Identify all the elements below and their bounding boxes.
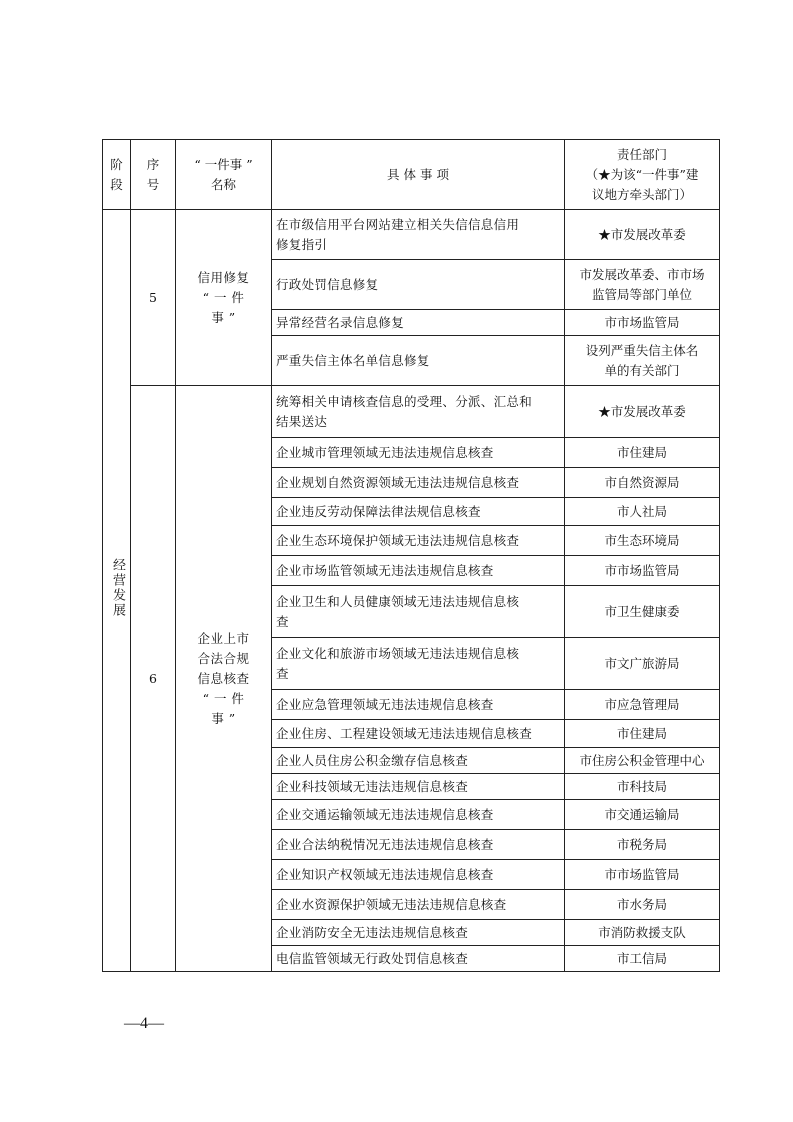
table-row bbox=[103, 210, 720, 260]
header-stage: 阶 段 bbox=[103, 140, 131, 210]
item-cell: 企业住房、工程建设领域无违法违规信息核查 bbox=[272, 720, 565, 748]
item-cell: 严重失信主体名单信息修复 bbox=[272, 336, 565, 386]
item-cell: 企业卫生和人员健康领域无违法违规信息核 查 bbox=[272, 586, 565, 638]
dept-cell: ★市发展改革委 bbox=[565, 210, 720, 260]
page-number: —4— bbox=[124, 1015, 164, 1032]
dept-cell: 市人社局 bbox=[565, 498, 720, 526]
dept-cell: 市税务局 bbox=[565, 830, 720, 860]
dept-cell: 市住建局 bbox=[565, 720, 720, 748]
header-name: “ 一件事 ” 名称 bbox=[176, 140, 272, 210]
item-cell: 异常经营名录信息修复 bbox=[272, 310, 565, 336]
dept-cell: 设列严重失信主体名 单的有关部门 bbox=[565, 336, 720, 386]
header-item: 具 体 事 项 bbox=[272, 140, 565, 210]
dept-cell: 市科技局 bbox=[565, 774, 720, 800]
dept-cell: 市市场监管局 bbox=[565, 556, 720, 586]
stage-cell bbox=[103, 210, 131, 972]
item-cell: 企业人员住房公积金缴存信息核查 bbox=[272, 748, 565, 774]
item-cell: 企业知识产权领域无违法违规信息核查 bbox=[272, 860, 565, 890]
dept-cell: 市交通运输局 bbox=[565, 800, 720, 830]
item-cell: 企业生态环境保护领域无违法违规信息核查 bbox=[272, 526, 565, 556]
dept-cell: 市发展改革委、市市场 监管局等部门单位 bbox=[565, 260, 720, 310]
matter-name-cell: 企业上市 合法合规 信息核查 “ 一 件 事 ” bbox=[176, 386, 272, 972]
item-cell: 电信监管领域无行政处罚信息核查 bbox=[272, 946, 565, 972]
stage-label: 经营发展 bbox=[110, 557, 125, 618]
dept-cell: 市住房公积金管理中心 bbox=[565, 748, 720, 774]
header-seq: 序 号 bbox=[131, 140, 176, 210]
dept-cell: 市自然资源局 bbox=[565, 468, 720, 498]
dept-cell: 市水务局 bbox=[565, 890, 720, 920]
header-dept: 责任部门 （★为该“一件事”建 议地方牵头部门） bbox=[565, 140, 720, 210]
dept-cell: 市市场监管局 bbox=[565, 310, 720, 336]
table-row bbox=[103, 386, 720, 438]
item-cell: 企业违反劳动保障法律法规信息核查 bbox=[272, 498, 565, 526]
seq-cell: 6 bbox=[131, 386, 176, 972]
item-cell: 企业水资源保护领域无违法违规信息核查 bbox=[272, 890, 565, 920]
dept-cell: 市生态环境局 bbox=[565, 526, 720, 556]
table-header-row bbox=[103, 140, 720, 210]
item-cell: 企业市场监管领域无违法违规信息核查 bbox=[272, 556, 565, 586]
item-cell: 企业应急管理领域无违法违规信息核查 bbox=[272, 690, 565, 720]
matter-name-cell: 信用修复 “ 一 件 事 ” bbox=[176, 210, 272, 386]
dept-cell: 市消防救援支队 bbox=[565, 920, 720, 946]
item-cell: 企业城市管理领域无违法违规信息核查 bbox=[272, 438, 565, 468]
item-cell: 企业文化和旅游市场领域无违法违规信息核 查 bbox=[272, 638, 565, 690]
item-cell: 统筹相关申请核查信息的受理、分派、汇总和 结果送达 bbox=[272, 386, 565, 438]
dept-cell: 市工信局 bbox=[565, 946, 720, 972]
dept-cell: 市文广旅游局 bbox=[565, 638, 720, 690]
item-cell: 企业合法纳税情况无违法违规信息核查 bbox=[272, 830, 565, 860]
dept-cell: 市市场监管局 bbox=[565, 860, 720, 890]
item-cell: 企业规划自然资源领域无违法违规信息核查 bbox=[272, 468, 565, 498]
item-cell: 企业交通运输领域无违法违规信息核查 bbox=[272, 800, 565, 830]
item-cell: 在市级信用平台网站建立相关失信信息信用 修复指引 bbox=[272, 210, 565, 260]
dept-cell: 市卫生健康委 bbox=[565, 586, 720, 638]
dept-cell: 市应急管理局 bbox=[565, 690, 720, 720]
dept-cell: 市住建局 bbox=[565, 438, 720, 468]
dept-cell: ★市发展改革委 bbox=[565, 386, 720, 438]
matters-table bbox=[102, 139, 720, 972]
item-cell: 企业科技领域无违法违规信息核查 bbox=[272, 774, 565, 800]
seq-cell: 5 bbox=[131, 210, 176, 386]
item-cell: 行政处罚信息修复 bbox=[272, 260, 565, 310]
item-cell: 企业消防安全无违法违规信息核查 bbox=[272, 920, 565, 946]
